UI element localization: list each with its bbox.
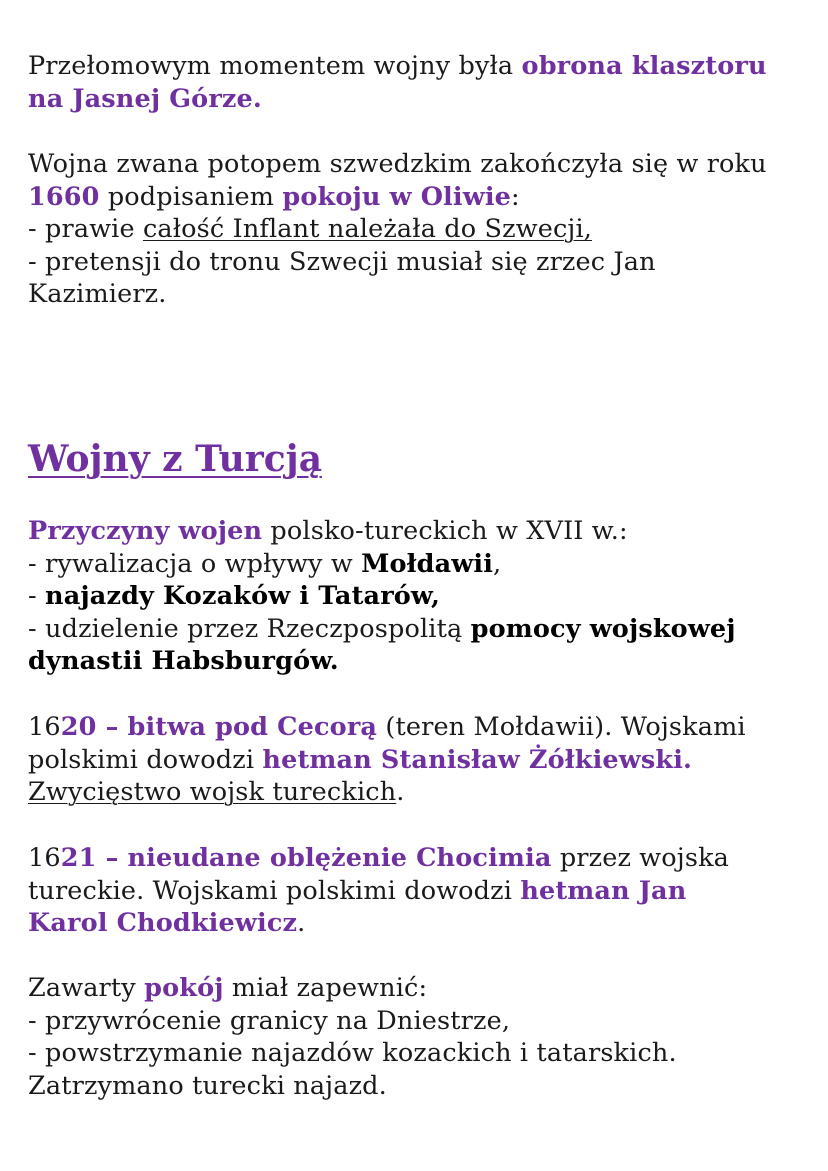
bold-text: najazdy Kozaków i Tatarów, <box>45 581 440 611</box>
line <box>28 548 808 581</box>
text: polsko-tureckich w XVII w.: <box>262 516 628 546</box>
line <box>28 50 808 83</box>
year-highlight: 1660 <box>28 181 100 212</box>
text: - rywalizacja o wpływy w <box>28 548 362 579</box>
text: 16 <box>28 843 61 873</box>
line: Kazimierz. <box>28 279 167 309</box>
highlight-line: na Jasnej Górze. <box>28 83 262 114</box>
highlight: pokój <box>144 973 224 1003</box>
highlight: Karol Chodkiewicz <box>28 908 298 938</box>
line <box>28 875 808 908</box>
paragraph-jasna-gora <box>28 50 808 115</box>
underlined-text: Zwycięstwo wojsk tureckich <box>28 777 397 807</box>
highlight: 21 – nieudane oblężenie Chocimia <box>60 843 552 873</box>
text: . <box>297 908 306 938</box>
line: Zatrzymano turecki najazd. <box>28 1070 387 1101</box>
paragraph-cecora <box>28 711 808 809</box>
text: tureckie. Wojskami polskimi dowodzi <box>28 875 521 906</box>
underlined-text: całość Inflant należała do Szwecji, <box>142 214 593 244</box>
text: , <box>493 548 502 579</box>
text: Zawarty <box>28 973 145 1003</box>
paragraph-chocim <box>28 842 808 940</box>
text: 16 <box>28 712 61 742</box>
text: - prawie <box>28 214 143 244</box>
line <box>28 515 808 548</box>
highlight: pokoju w Oliwie <box>282 181 512 212</box>
highlight: 20 – bitwa pod Cecorą <box>60 712 378 742</box>
line <box>28 776 808 809</box>
line: - przywrócenie granicy na Dniestrze, <box>28 1005 511 1036</box>
text: (teren Mołdawii). Wojskami <box>377 712 746 742</box>
text: polskimi dowodzi <box>28 744 263 775</box>
bold-line: dynastii Habsburgów. <box>28 646 339 676</box>
line <box>28 213 808 246</box>
highlight: obrona klasztoru <box>521 51 767 81</box>
line <box>28 580 808 613</box>
line <box>28 972 808 1005</box>
text: Przełomowym momentem wojny była <box>28 51 522 81</box>
line: - pretensji do tronu Szwecji musiał się zrzec Jan <box>28 246 656 277</box>
line <box>28 744 808 777</box>
paragraph-potop <box>28 148 808 311</box>
text: miał zapewnić: <box>223 973 428 1003</box>
line <box>28 613 808 646</box>
text: - udzielenie przez Rzeczpospolitą <box>28 613 471 644</box>
bold-text: Mołdawii <box>361 548 494 579</box>
line <box>28 907 808 940</box>
line: - powstrzymanie najazdów kozackich i tatarskich. <box>28 1038 677 1068</box>
line <box>28 711 808 744</box>
highlight: Przyczyny wojen <box>28 516 263 546</box>
section-heading: Wojny z Turcją <box>28 438 323 480</box>
text: podpisaniem <box>99 181 283 212</box>
paragraph-pokoj <box>28 972 808 1102</box>
line: Wojna zwana potopem szwedzkim zakończyła się w roku <box>28 149 767 179</box>
paragraph-przyczyny <box>28 515 808 678</box>
text: : <box>511 181 520 212</box>
text: - <box>28 581 46 611</box>
text: . <box>396 777 405 807</box>
text: przez wojska <box>551 843 730 873</box>
highlight: hetman Stanisław Żółkiewski. <box>262 744 693 775</box>
line <box>28 181 808 214</box>
bold-text: pomocy wojskowej <box>470 613 736 644</box>
highlight: hetman Jan <box>520 875 687 906</box>
line <box>28 842 808 875</box>
